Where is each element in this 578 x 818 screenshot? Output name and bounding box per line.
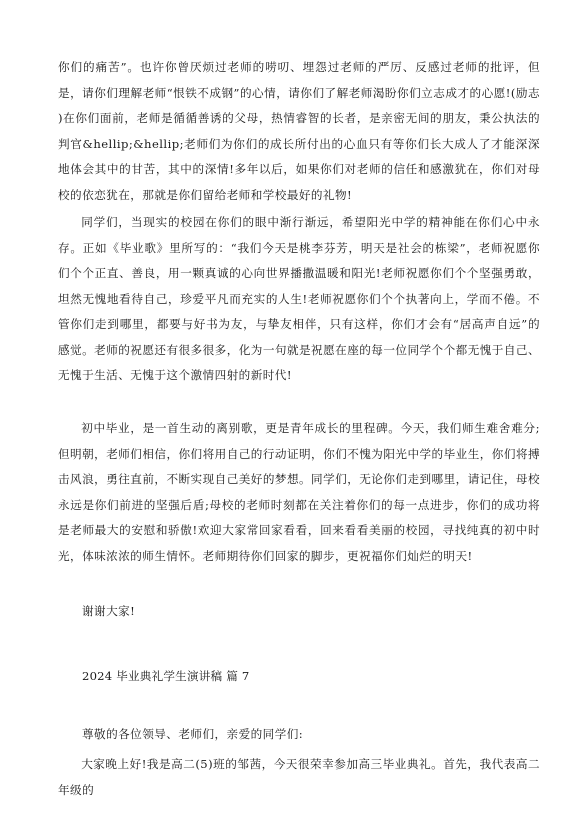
section-heading: 2024 毕业典礼学生演讲稿 篇 7 (82, 669, 250, 683)
closing-thanks: 谢谢大家! (82, 604, 136, 618)
salutation: 尊敬的各位领导、老师们，亲爱的同学们: (82, 727, 304, 741)
speech-paragraph: 同学们，当现实的校园在你们的眼中渐行渐远，希望阳光中学的精神能在你们心中永存。正如《毕业歌》里所写的：“我们今天是桃李芬芳，明天是社会的栋梁”，老师祝愿你们个个正直、善良，用一颗真诚的心向世界播撒温暖和阳光!老师祝愿你们个个坚强勇敢，坦然无愧地看待自己，珍爱平凡而充实的人生!老师祝愿你们个个执著向上，学而不倦。不管你们走到哪里，都要与好书为友，与挚友相伴，只有这样，你们才会有“居高声自远”的感觉。老师的祝愿还有很多很多，化为一句就是祝愿在座的每一位同学个个都无愧于自己、无愧于生活、无愧于这个激情四射的新时代! (58, 215, 540, 382)
speech-paragraph: 大家晚上好!我是高二(5)班的邹茜，今天很荣幸参加高三毕业典礼。首先，我代表高二年级的 (58, 757, 540, 797)
speech-paragraph: 初中毕业，是一首生动的离别歌，更是青年成长的里程碑。今天，我们师生难舍难分;但明朝，老师们相信，你们将用自己的行动证明，你们不愧为阳光中学的毕业生，你们将搏击风浪，勇往直前，不断实现自己美好的梦想。同学们，无论你们走到哪里，请记住，母校永远是你们前进的坚强后盾;母校的老师时刻都在关注着你们的每一点进步，你们的成功将是老师最大的安慰和骄傲!欢迎大家常回家看看，回来看看美丽的校园，寻找纯真的初中时光，体味浓浓的师生情怀。老师期待你们回家的脚步，更祝福你们灿烂的明天! (58, 421, 540, 563)
speech-paragraph: 你们的痛苦”。也许你曾厌烦过老师的唠叨、埋怨过老师的严厉、反感过老师的批评，但是，请你们理解老师“恨铁不成钢”的心情，请你们了解老师渴盼你们立志成才的心愿!(励志 )在你们面前，老师是循循善诱的父母，热情睿智的长者，是亲密无间的朋友，秉公执法的判官&hellip;&hellip;老师们为你们的成长所付出的心血只有等你们长大成人了才能深深地体会其中的甘苦，其中的深情!多年以后，如果你们对老师的信任和感激犹在，你们对母校的依恋犹在，那就是你们留给老师和学校最好的礼物! (58, 60, 540, 202)
